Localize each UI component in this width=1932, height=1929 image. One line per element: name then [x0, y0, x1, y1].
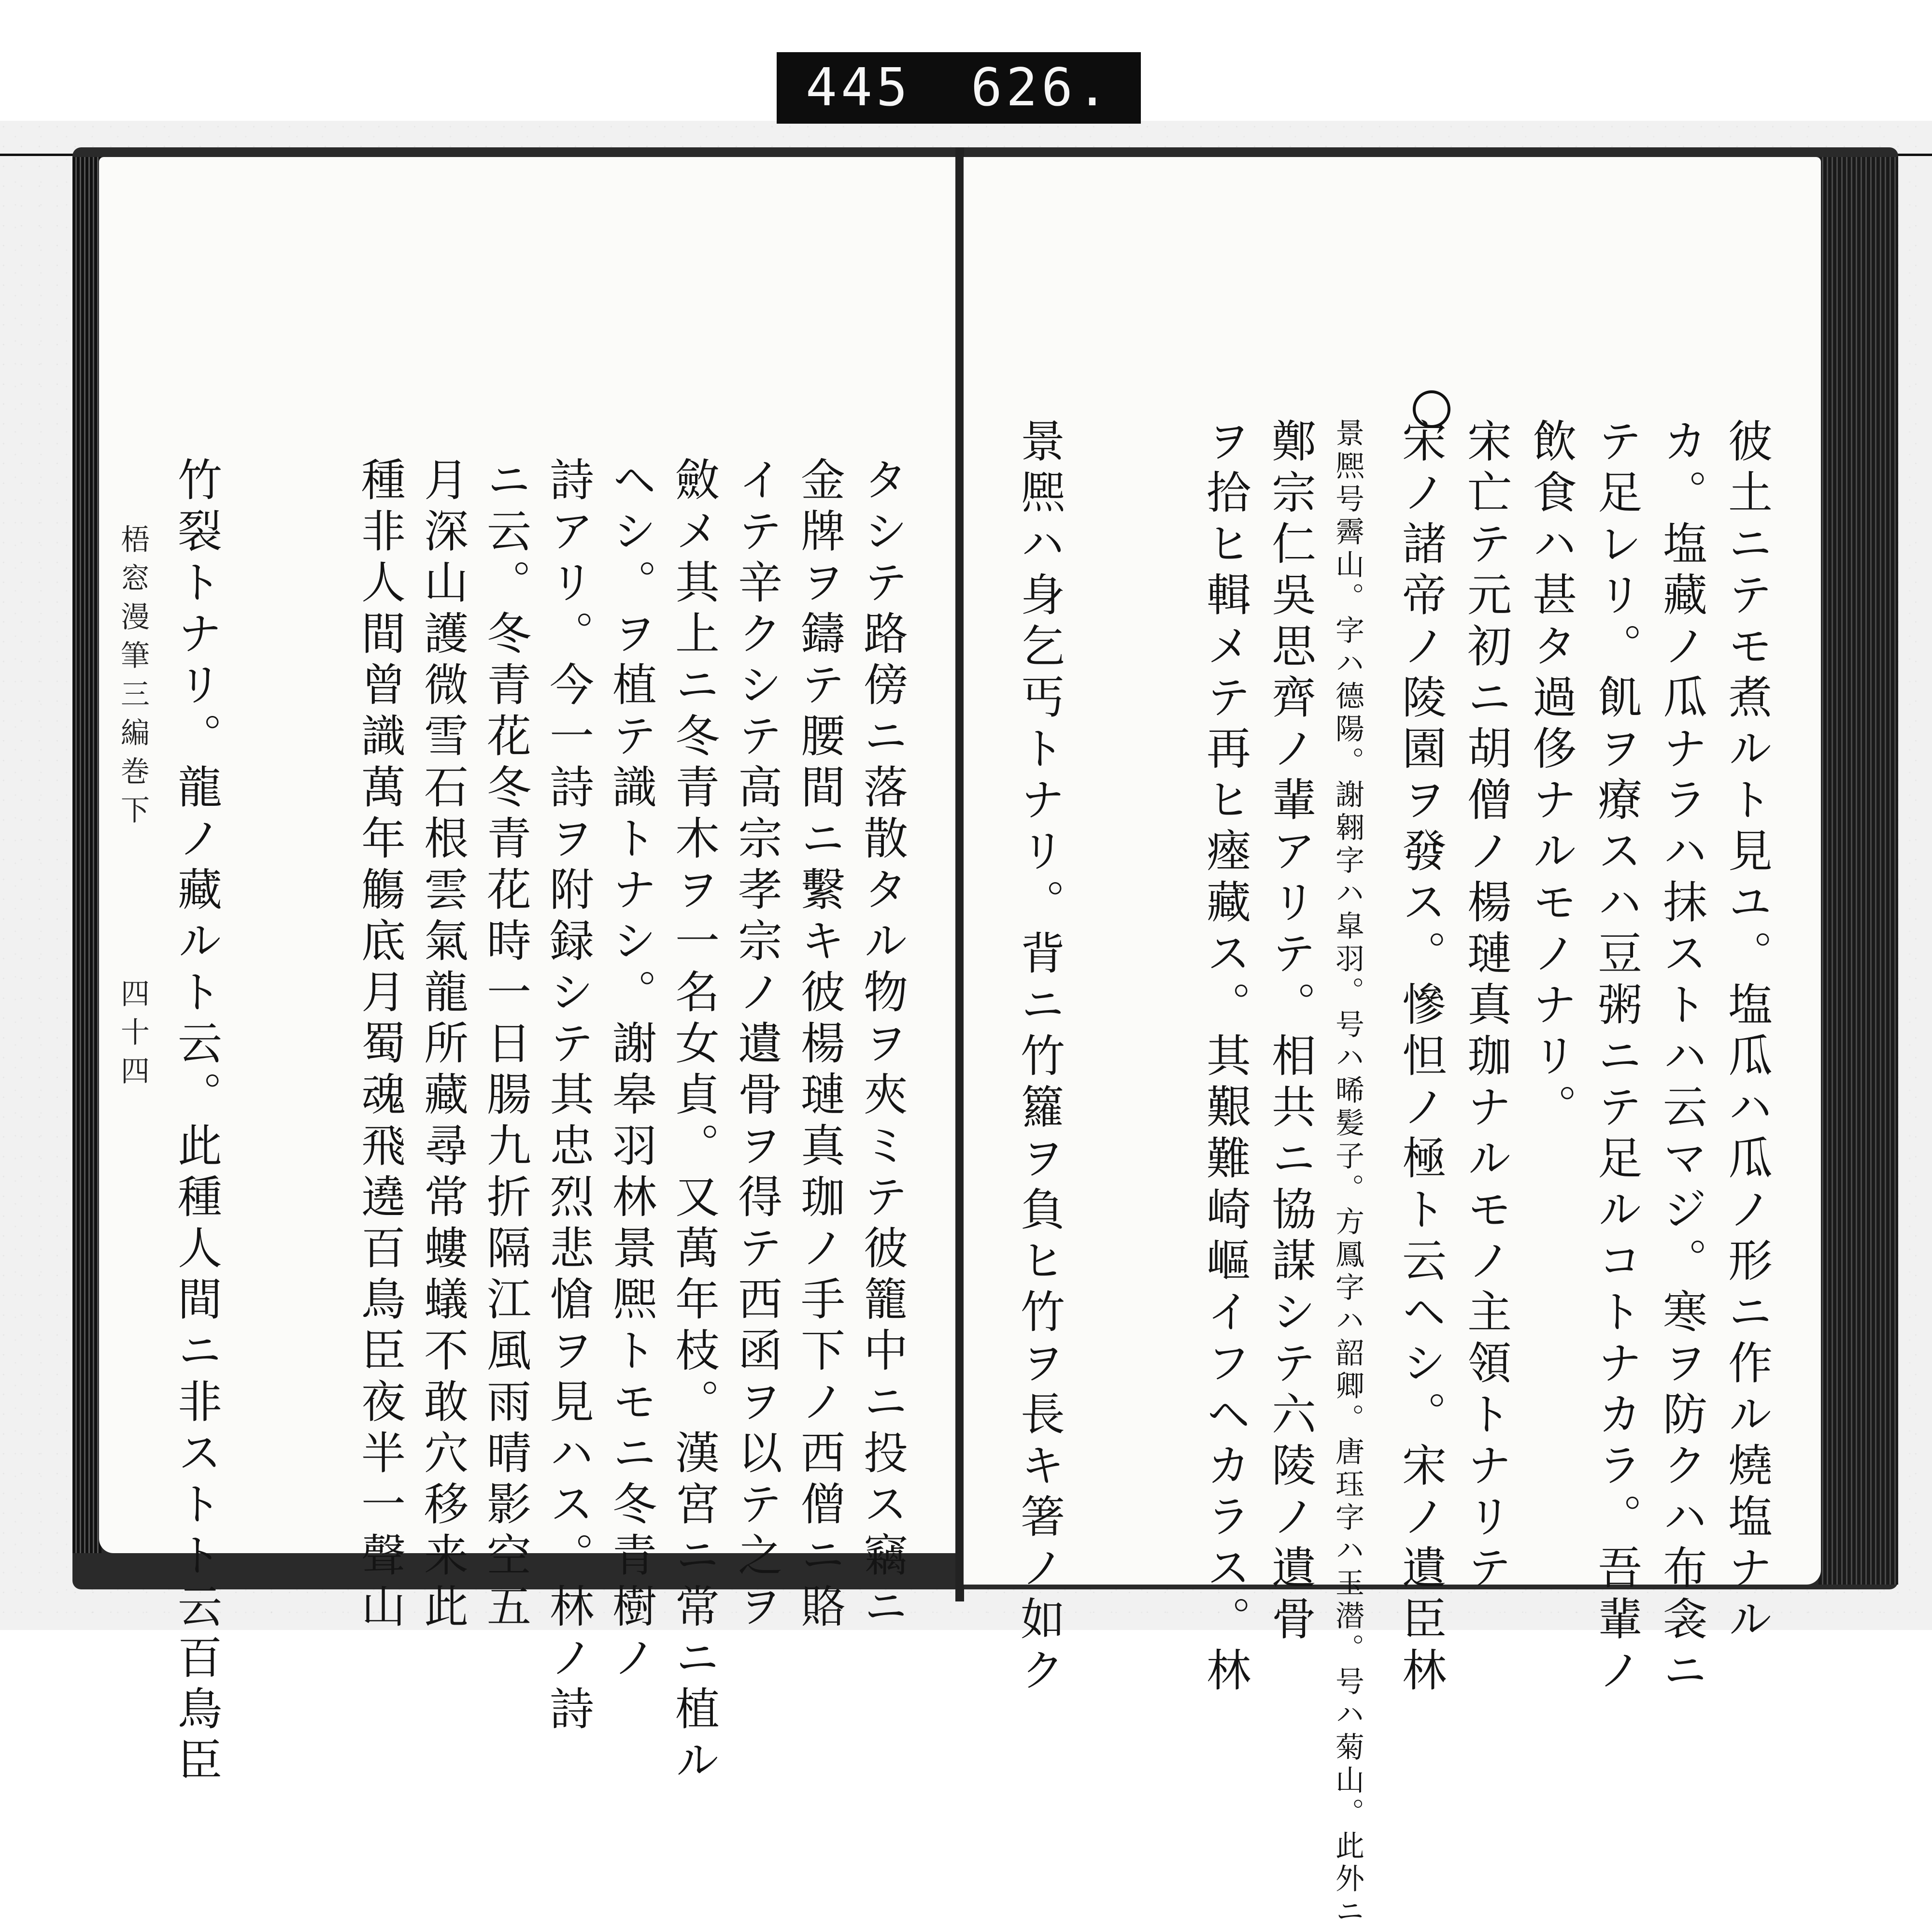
text-column: 月深山護微雪石根雲氣龍所藏尋常螻蟻不敢穴移来此	[417, 457, 469, 1634]
text-column: 宋ノ諸帝ノ陵園ヲ發ス。慘怛ノ極ト云ヘシ。宋ノ遺臣林	[1395, 418, 1447, 1698]
archive-number-plate	[777, 52, 1141, 124]
text-column-annotated: 景熈号霽山。字ハ德陽。謝翱字ハ皐羽。号ハ晞髪子。方鳳字ハ韶卿。唐珏字ハ玉潜。号ハ菊山。此外ニ	[1331, 418, 1364, 1929]
archive-number-left: 445	[806, 57, 912, 118]
text-column: ヲ拾ヒ輯メテ再ヒ瘞藏ス。其艱難崎嶇イフヘカラス。林	[1199, 418, 1251, 1698]
text-column: 種非人間曾識萬年觴底月蜀魂飛遶百鳥臣夜半一聲山	[354, 457, 406, 1634]
book-spine	[955, 147, 964, 1601]
text-column: テ足レリ。飢ヲ療スハ豆粥ニテ足ルコトナカラ。吾輩ノ	[1591, 418, 1642, 1698]
text-column: 鄭宗仁吳思齊ノ輩アリテ。相共ニ協謀シテ六陵ノ遺骨	[1264, 418, 1316, 1647]
right-page	[964, 157, 1821, 1929]
text-column: 彼土ニテモ煮ルト見ユ。塩瓜ハ瓜ノ形ニ作ル燒塩ナル	[1721, 418, 1773, 1647]
text-column: ニ云。冬青花冬青花時一日腸九折隔江風雨晴影空五	[480, 457, 531, 1634]
left-page-edges	[72, 157, 101, 1553]
archive-number-right: 626.	[970, 57, 1112, 118]
text-column: ヘシ。ヲ植テ識トナシ。謝皋羽林景熈トモニ冬青樹ノ	[605, 457, 657, 1686]
right-page-edges	[1818, 157, 1898, 1585]
text-column: 飲食ハ甚タ過侈ナルモノナリ。	[1525, 418, 1577, 1135]
left-page	[99, 157, 956, 1788]
text-column: カ。塩藏ノ瓜ナラハ抹ストハ云マジ。寒ヲ防クハ布衾ニ	[1656, 418, 1707, 1698]
text-column: タシテ路傍ニ落散タル物ヲ夾ミテ彼籠中ニ投ス竊ニ	[856, 457, 908, 1634]
folio-number: 四十四	[116, 978, 150, 1094]
text-column: 詩アリ。今一詩ヲ附録シテ其忠烈悲愴ヲ見ハス。林ノ詩	[542, 457, 594, 1737]
text-column: 斂メ其上ニ冬青木ヲ一名女貞。又萬年枝。漢宮ニ常ニ植ル	[668, 457, 720, 1788]
text-column: イテ辛クシテ高宗孝宗ノ遺骨ヲ得テ西函ヲ以テ之ヲ	[731, 457, 782, 1634]
text-column: 竹裂トナリ。龍ノ藏ルト云。此種人間ニ非ストト云百鳥臣	[170, 457, 222, 1788]
running-header: 梧窓漫筆三編巻下	[116, 524, 150, 833]
text-column: 宋亡テ元初ニ胡僧ノ楊璉真珈ナルモノ主領トナリテ	[1460, 418, 1512, 1596]
section-marker-circle	[1413, 390, 1450, 428]
text-column: 金牌ヲ鑄テ腰間ニ繫キ彼楊璉真珈ノ手下ノ西僧ニ賂	[794, 457, 845, 1634]
text-column: 景熈ハ身乞丐トナリ。背ニ竹籮ヲ負ヒ竹ヲ長キ箸ノ如ク	[1013, 418, 1065, 1698]
